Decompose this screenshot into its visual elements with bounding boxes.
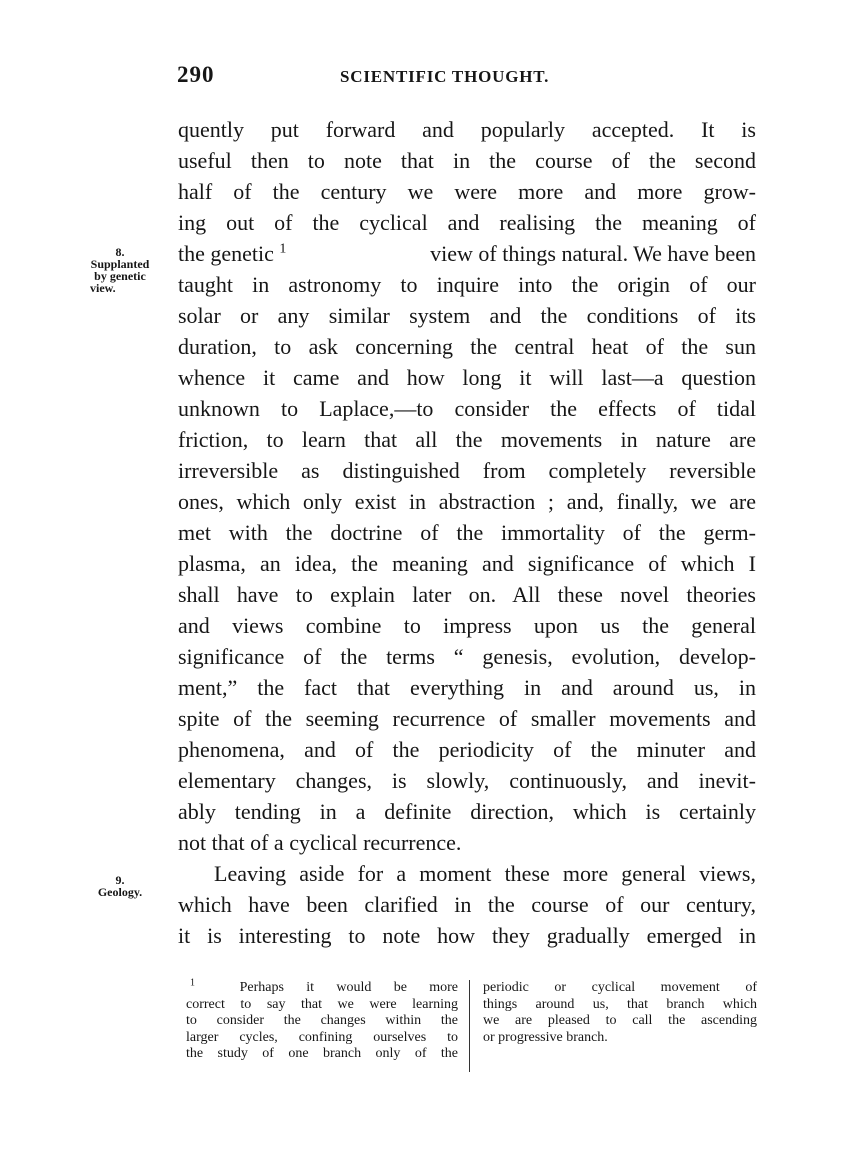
body-line: elementary changes, is slowly, continuously, and inevit- [178,768,756,793]
footnote-reference: 1 [279,241,287,257]
running-head: SCIENTIFIC THOUGHT. [340,67,550,86]
sidenote-9 [88,874,152,898]
body-line: significance of the terms “ genesis, evolution, develop- [178,644,756,669]
body-line: ones, which only exist in abstraction ; and, finally, we are [178,489,756,514]
footnote-right-column [483,980,757,1046]
sidenote-line: Geology. [97,885,143,899]
body-line: taught in astronomy to inquire into the origin of our [178,272,756,297]
body-line-tail: view of things natural. We have been [430,241,756,266]
body-line: whence it came and how long it will last—a question [178,365,756,390]
sidenote-8 [88,246,152,294]
footnote-divider [469,980,470,1072]
body-line: not that of a cyclical recurrence. [178,830,462,855]
body-line: friction, to learn that all the movements in nature are [178,427,756,452]
footnote-line: the study of one branch only of the [186,1046,458,1061]
footnote-left-column [186,977,458,1063]
footnote-line: we are pleased to call the ascending [483,1013,757,1028]
body-line: met with the doctrine of the immortality of the germ- [178,520,756,545]
body-line: it is interesting to note how they gradually emerged in [178,923,756,948]
body-line: useful then to note that in the course of the second [178,148,756,173]
body-line: ing out of the cyclical and realising the meaning of [178,210,756,235]
sidenote-line: by genetic [94,269,146,283]
body-line: shall have to explain later on. All these novel theories [178,582,756,607]
footnote-line: or progressive branch. [483,1029,608,1045]
body-line: plasma, an idea, the meaning and significance of which I [178,551,756,576]
body-line: quently put forward and popularly accepted. It is [178,117,756,142]
body-line [178,240,756,268]
footnote-marker: 1 [190,977,195,989]
page-number: 290 [177,62,215,87]
body-line: solar or any similar system and the conditions of its [178,303,756,328]
sidenote-number: 8. [115,245,125,259]
body-line: irreversible as distinguished from completely reversible [178,458,756,483]
footnote-line: to consider the changes within the [186,1013,458,1028]
body-line: duration, to ask concerning the central heat of the sun [178,334,756,359]
body-line: unknown to Laplace,—to consider the effects of tidal [178,396,756,421]
sidenote-line: view. [90,281,116,295]
footnote-line: periodic or cyclical movement of [483,980,757,995]
body-line: ment,” the fact that everything in and around us, in [178,675,756,700]
sidenote-line: Supplanted [90,257,150,271]
body-line: half of the century we were more and more grow- [178,179,756,204]
body-line: Leaving aside for a moment these more general views, [214,861,756,886]
body-line: which have been clarified in the course of our century, [178,892,756,917]
sidenote-number: 9. [115,873,125,887]
footnote-line: correct to say that we were learning [186,996,458,1012]
body-line: phenomena, and of the periodicity of the minuter and [178,737,756,762]
footnote-line: larger cycles, confining ourselves to [186,1029,458,1045]
footnote-line: things around us, that branch which [483,996,757,1012]
footnote-line: $^1$ Perhaps it would be more [190,977,458,995]
body-line: ably tending in a definite direction, which is certainly [178,799,756,824]
body-line-head: the genetic $^1$ [178,241,287,266]
body-line: spite of the seeming recurrence of smaller movements and [178,706,756,731]
body-line: and views combine to impress upon us the general [178,613,756,638]
